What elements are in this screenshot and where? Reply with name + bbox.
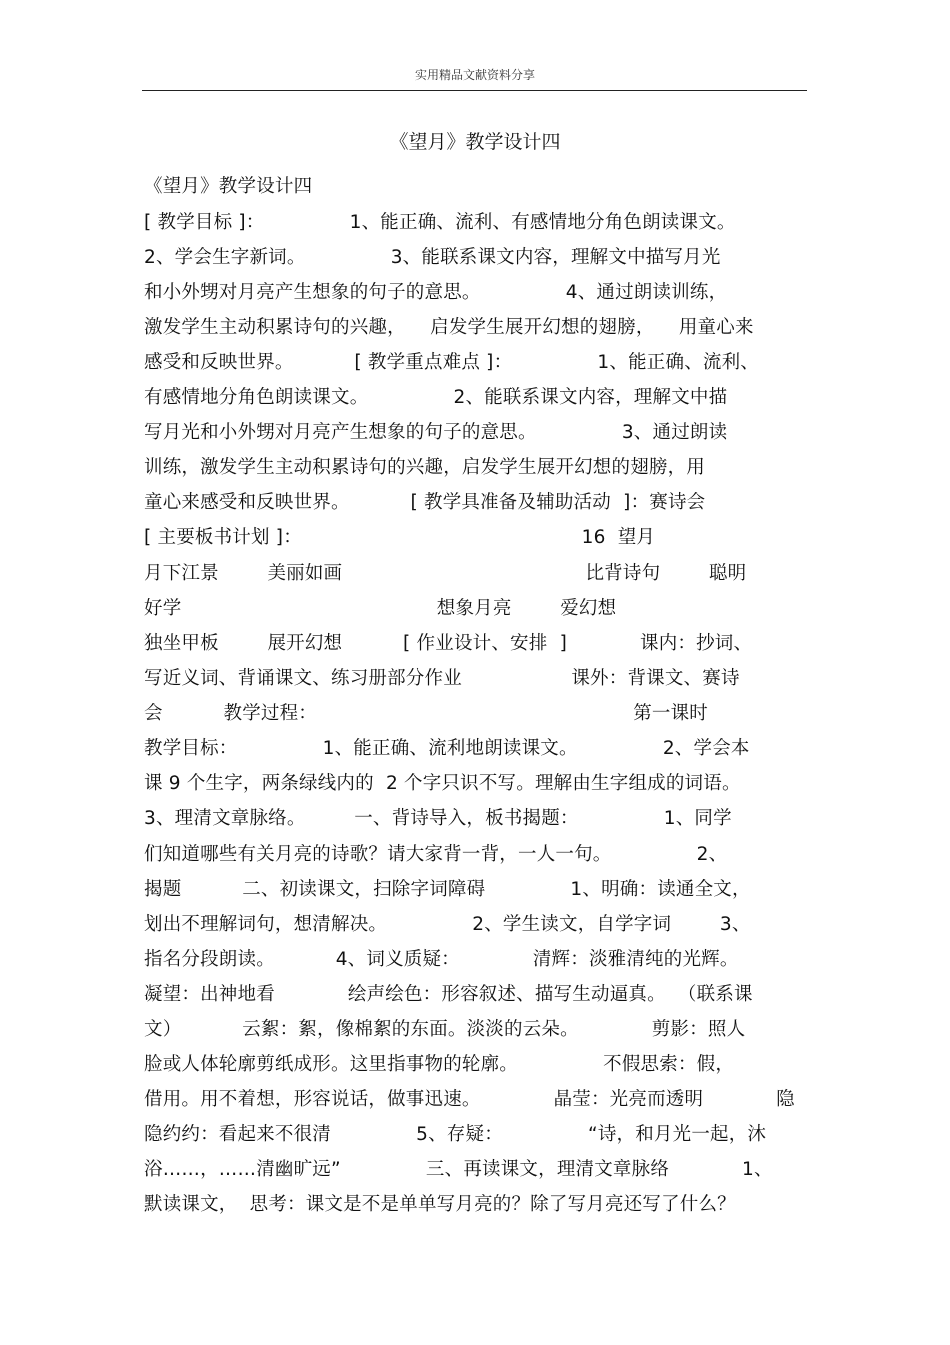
- body-line: 感受和反映世界。 [ 教学重点难点 ]： 1、能正确、流利、: [144, 352, 760, 373]
- page-header: 实用精品文献资料分享: [414, 68, 535, 82]
- body-line: 和小外甥对月亮产生想象的句子的意思。 4、通过朗读训练，: [144, 282, 728, 303]
- body-line: 凝望：出神地看 绘声绘色：形容叙述、描写生动逼真。 （联系课: [144, 984, 753, 1005]
- body-line: 独坐甲板 展开幻想 [ 作业设计、安排 ] 课内：抄词、: [144, 633, 753, 654]
- body-line: 《望月》教学设计四: [144, 176, 313, 197]
- body-line: 默读课文， 思考：课文是不是单单写月亮的？除了写月亮还写了什么？: [144, 1194, 736, 1215]
- body-line: 写月光和小外甥对月亮产生想象的句子的意思。 3、通过朗读: [144, 422, 728, 443]
- body-line: 文） 云絮：絮，像棉絮的东面。淡淡的云朵。 剪影：照人: [144, 1019, 746, 1040]
- body-line: 训练，激发学生主动积累诗句的兴趣，启发学生展开幻想的翅膀，用: [144, 457, 706, 478]
- body-line: 指名分段朗读。 4、词义质疑： 清辉：淡雅清纯的光辉。: [144, 949, 739, 970]
- body-line: 月下江景 美丽如画 比背诗句 聪明: [144, 563, 747, 584]
- body-line: 浴……，……清幽旷远” 三、再读课文，理清文章脉络 1、: [144, 1159, 773, 1180]
- body-line: 写近义词、背诵课文、练习册部分作业 课外：背课文、赛诗: [144, 668, 740, 689]
- body-line: 会 教学过程： 第一课时: [144, 703, 708, 724]
- body-line: 划出不理解词句，想清解决。 2、学生读文，自学字词 3、: [144, 914, 751, 935]
- body-line: [ 教学目标 ]： 1、能正确、流利、有感情地分角色朗读课文。: [144, 212, 736, 233]
- body-line: 好学 想象月亮 爱幻想: [144, 598, 617, 619]
- body-line: 揭题 二、初读课文，扫除字词障碍 1、明确：读通全文，: [144, 879, 751, 900]
- body-line: 激发学生主动积累诗句的兴趣， 启发学生展开幻想的翅膀， 用童心来: [144, 317, 754, 338]
- body-line: 脸或人体轮廓剪纸成形。这里指事物的轮廓。 不假思索：假，: [144, 1054, 735, 1075]
- header-divider: [142, 90, 807, 91]
- body-line: [ 主要板书计划 ]： 16 望月: [144, 527, 656, 548]
- body-line: 课 9 个生字，两条绿线内的 2 个字只识不写。理解由生字组成的词语。: [144, 773, 741, 794]
- body-line: 借用。用不着想，形容说话，做事迅速。 晶莹：光亮而透明 隐: [144, 1089, 795, 1110]
- body-line: 2、学会生字新词。 3、能联系课文内容，理解文中描写月光: [144, 247, 721, 268]
- body-line: 3、理清文章脉络。 一、背诗导入，板书揭题： 1、同学: [144, 808, 732, 829]
- body-line: 有感情地分角色朗读课文。 2、能联系课文内容，理解文中描: [144, 387, 728, 408]
- body-line: 隐约约：看起来不很清 5、存疑： “诗，和月光一起，沐: [144, 1124, 767, 1145]
- body-line: 教学目标： 1、能正确、流利地朗读课文。 2、学会本: [144, 738, 750, 759]
- document-title: 《望月》教学设计四: [389, 131, 561, 153]
- body-line: 们知道哪些有关月亮的诗歌？请大家背一背，一人一句。 2、: [144, 844, 728, 865]
- body-line: 童心来感受和反映世界。 [ 教学具准备及辅助活动 ]：赛诗会: [144, 492, 706, 513]
